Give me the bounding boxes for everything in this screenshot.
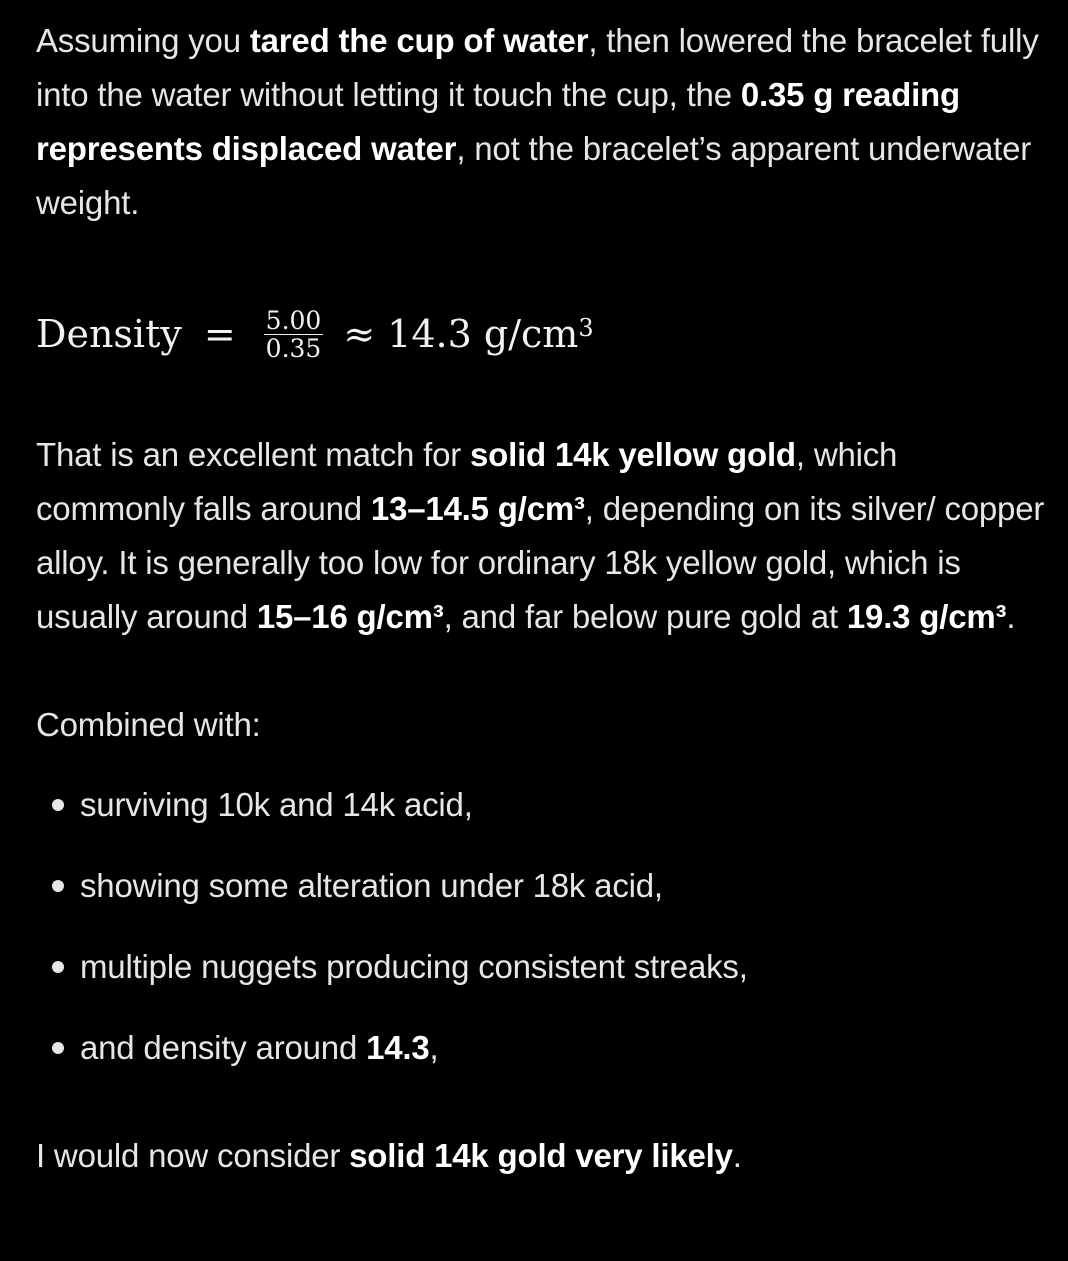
bold-range-14k: 13–14.5 g/cm³ — [370, 490, 585, 527]
formula-fraction — [264, 307, 324, 362]
text-span: , — [429, 1029, 439, 1066]
text-span: That is an excellent match for — [36, 436, 470, 473]
formula-result: 14.3 g/cm — [387, 312, 579, 356]
text-span: . — [1006, 598, 1016, 635]
text-span: . — [732, 1137, 742, 1174]
formula-equals: = — [203, 312, 236, 356]
bold-pure-gold: 19.3 g/cm³ — [846, 598, 1007, 635]
formula-numerator: 5.00 — [265, 305, 322, 335]
paragraph-gold-match — [36, 428, 1048, 644]
text-span: , not the bracelet’s apparent underwater weight. — [36, 130, 1032, 221]
bold-reading: 0.35 g reading represents displaced water — [36, 76, 960, 167]
list-item — [36, 1021, 1048, 1075]
paragraph-displaced-water — [36, 14, 1048, 230]
bullet-dot — [52, 1042, 64, 1054]
list-item-text: and density around — [80, 1029, 367, 1066]
text-span: , which commonly falls around — [36, 436, 898, 527]
bold-conclusion: solid 14k gold very likely — [349, 1137, 733, 1174]
list-item — [36, 778, 1048, 832]
text-span: , depending on its silver/ copper alloy. It is generally too low for ordinary 18k yellow gold, which is usually around — [36, 490, 1045, 635]
evidence-list — [36, 778, 1048, 1075]
bullet-dot — [52, 799, 64, 811]
paragraph-conclusion — [36, 1129, 1048, 1183]
message-content — [36, 14, 1048, 1183]
list-item — [36, 940, 1048, 994]
bold-range-18k: 15–16 g/cm³ — [256, 598, 444, 635]
bold-tared-cup: tared the cup of water — [249, 22, 589, 59]
bullet-dot — [52, 961, 64, 973]
bold-density-value: 14.3 — [366, 1029, 430, 1066]
list-item-text: surviving 10k and 14k acid, — [80, 786, 473, 823]
list-item-text: multiple nuggets producing consistent streaks, — [80, 948, 748, 985]
list-item-text: showing some alteration under 18k acid, — [80, 867, 663, 904]
formula-lhs: Density — [36, 312, 182, 356]
text-span: Assuming you — [36, 22, 250, 59]
list-item — [36, 859, 1048, 913]
paragraph-combined-with: Combined with: — [36, 706, 261, 743]
density-formula: Density = $\frac{5.00}{0.35}$ ≈ 14.3 g/cm $^3$ — [36, 305, 594, 363]
formula-approx: ≈ — [343, 312, 376, 356]
bold-14k: solid 14k yellow gold — [470, 436, 796, 473]
bullet-dot — [52, 880, 64, 892]
formula-denominator: 0.35 — [265, 333, 322, 363]
text-span: , and far below pure gold at — [443, 598, 847, 635]
text-span: I would now consider — [36, 1137, 350, 1174]
text-span: , then lowered the bracelet fully into the water without letting it touch the cup, the — [36, 22, 1039, 113]
